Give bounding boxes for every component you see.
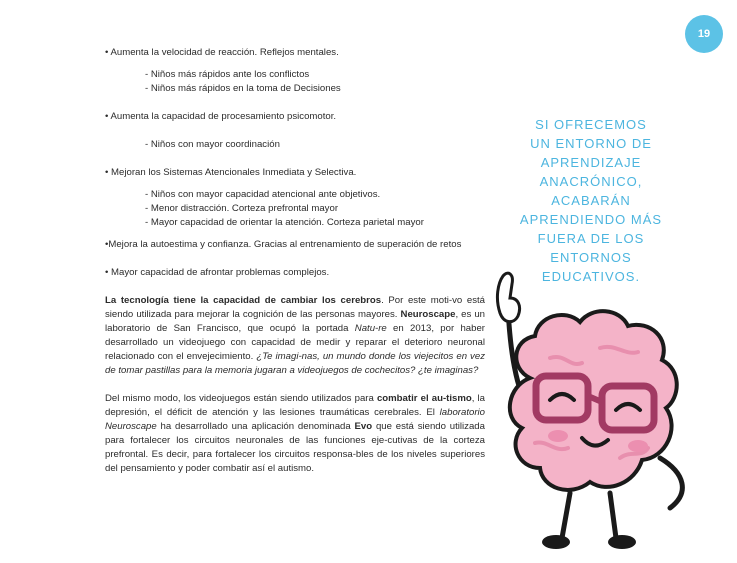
para-bold: Evo [354, 421, 373, 432]
page-number-badge [685, 15, 723, 53]
right-cheek [628, 440, 648, 452]
quote-line: SI OFRECEMOS [535, 117, 647, 132]
para-text: Del mismo modo, los videojuegos están siendo utilizados para [105, 393, 377, 404]
sub-item: - Niños más rápidos ante los conflictos [145, 69, 310, 80]
para-text: , la depresión, el déficit de atención y las lesiones traumáticas cerebrales. El [105, 393, 486, 418]
quote-line: UN ENTORNO DE [530, 136, 652, 151]
quote-line: ANACRÓNICO, ACABARÁN [539, 174, 643, 208]
para-text: , es un laboratorio de San Francisco, que ocupó la portada [105, 309, 485, 334]
sub-item: - Niños con mayor coordinación [145, 139, 280, 150]
para-text: que está siendo utilizada para fortalecer los circuitos neuronales de las funciones eje-cutivas de la corteza prefrontal. Es decir, para fortalecer los circuitos responsa-bles de los niveles superiores del pensamiento y poder combatir así el autismo. [105, 421, 485, 474]
paragraph-technology [105, 294, 485, 378]
sub-item: - Menor distracción. Corteza prefrontal mayor [145, 203, 339, 214]
para-text: en 2013, por haber desarrollado un videojuego con capacidad de medir y reparar el deterioro neuronal relacionado con el envejecimiento. [105, 323, 485, 362]
hip-arm [660, 458, 682, 508]
bullet-item: •Mejora la autoestima y confianza. Gracias al entrenamiento de superación de retos [105, 239, 462, 250]
para-text: . Por este moti-vo está siendo utilizada para mejorar la cognición de las personas mayores. [105, 295, 485, 320]
quote-line: ENTORNOS EDUCATIVOS. [541, 250, 641, 284]
brain-mascot-illustration [470, 268, 710, 558]
sub-item: - Niños más rápidos en la toma de Decisiones [145, 83, 341, 94]
right-leg [610, 493, 616, 538]
para-italic: laboratorio Neuroscape [105, 407, 485, 432]
main-text-column [105, 46, 485, 476]
quote-line: FUERA DE LOS [537, 231, 645, 246]
quote-line: APRENDIENDO MÁS [519, 212, 663, 227]
left-cheek [548, 430, 568, 442]
page-number: 19 [697, 28, 711, 40]
pointing-hand [497, 273, 519, 321]
para-text: ha desarrollado una aplicación denominada [156, 421, 355, 432]
left-leg [562, 493, 570, 538]
para-bold: Neuroscape [400, 309, 456, 320]
bullet-item: • Mayor capacidad de afrontar problemas complejos. [105, 267, 330, 278]
bullet-item: • Aumenta la capacidad de procesamiento psicomotor. [105, 111, 337, 122]
bullet-item: • Mejoran los Sistemas Atencionales Inmediata y Selectiva. [105, 167, 357, 178]
left-shoe [542, 535, 570, 549]
right-shoe [608, 535, 636, 549]
para-italic: Natu-re [354, 323, 387, 334]
bullet-item: • Aumenta la velocidad de reacción. Reflejos mentales. [105, 47, 339, 58]
para-lead-bold: La tecnología tiene la capacidad de cambiar los cerebros [105, 295, 382, 306]
pull-quote [500, 115, 682, 286]
para-bold: combatir el au-tismo [376, 393, 472, 404]
sub-item: - Mayor capacidad de orientar la atención. Corteza parietal mayor [145, 217, 424, 228]
paragraph-autism [105, 392, 485, 476]
quote-line: APRENDIZAJE [540, 155, 642, 170]
sub-item: - Niños con mayor capacidad atencional ante objetivos. [145, 189, 381, 200]
para-italic: ¿Te imagi-nas, un mundo donde los viejecitos en vez de tomar pastillas para la memoria jugaran a videojuegos de cochecitos? ¿te imaginas? [105, 351, 485, 376]
